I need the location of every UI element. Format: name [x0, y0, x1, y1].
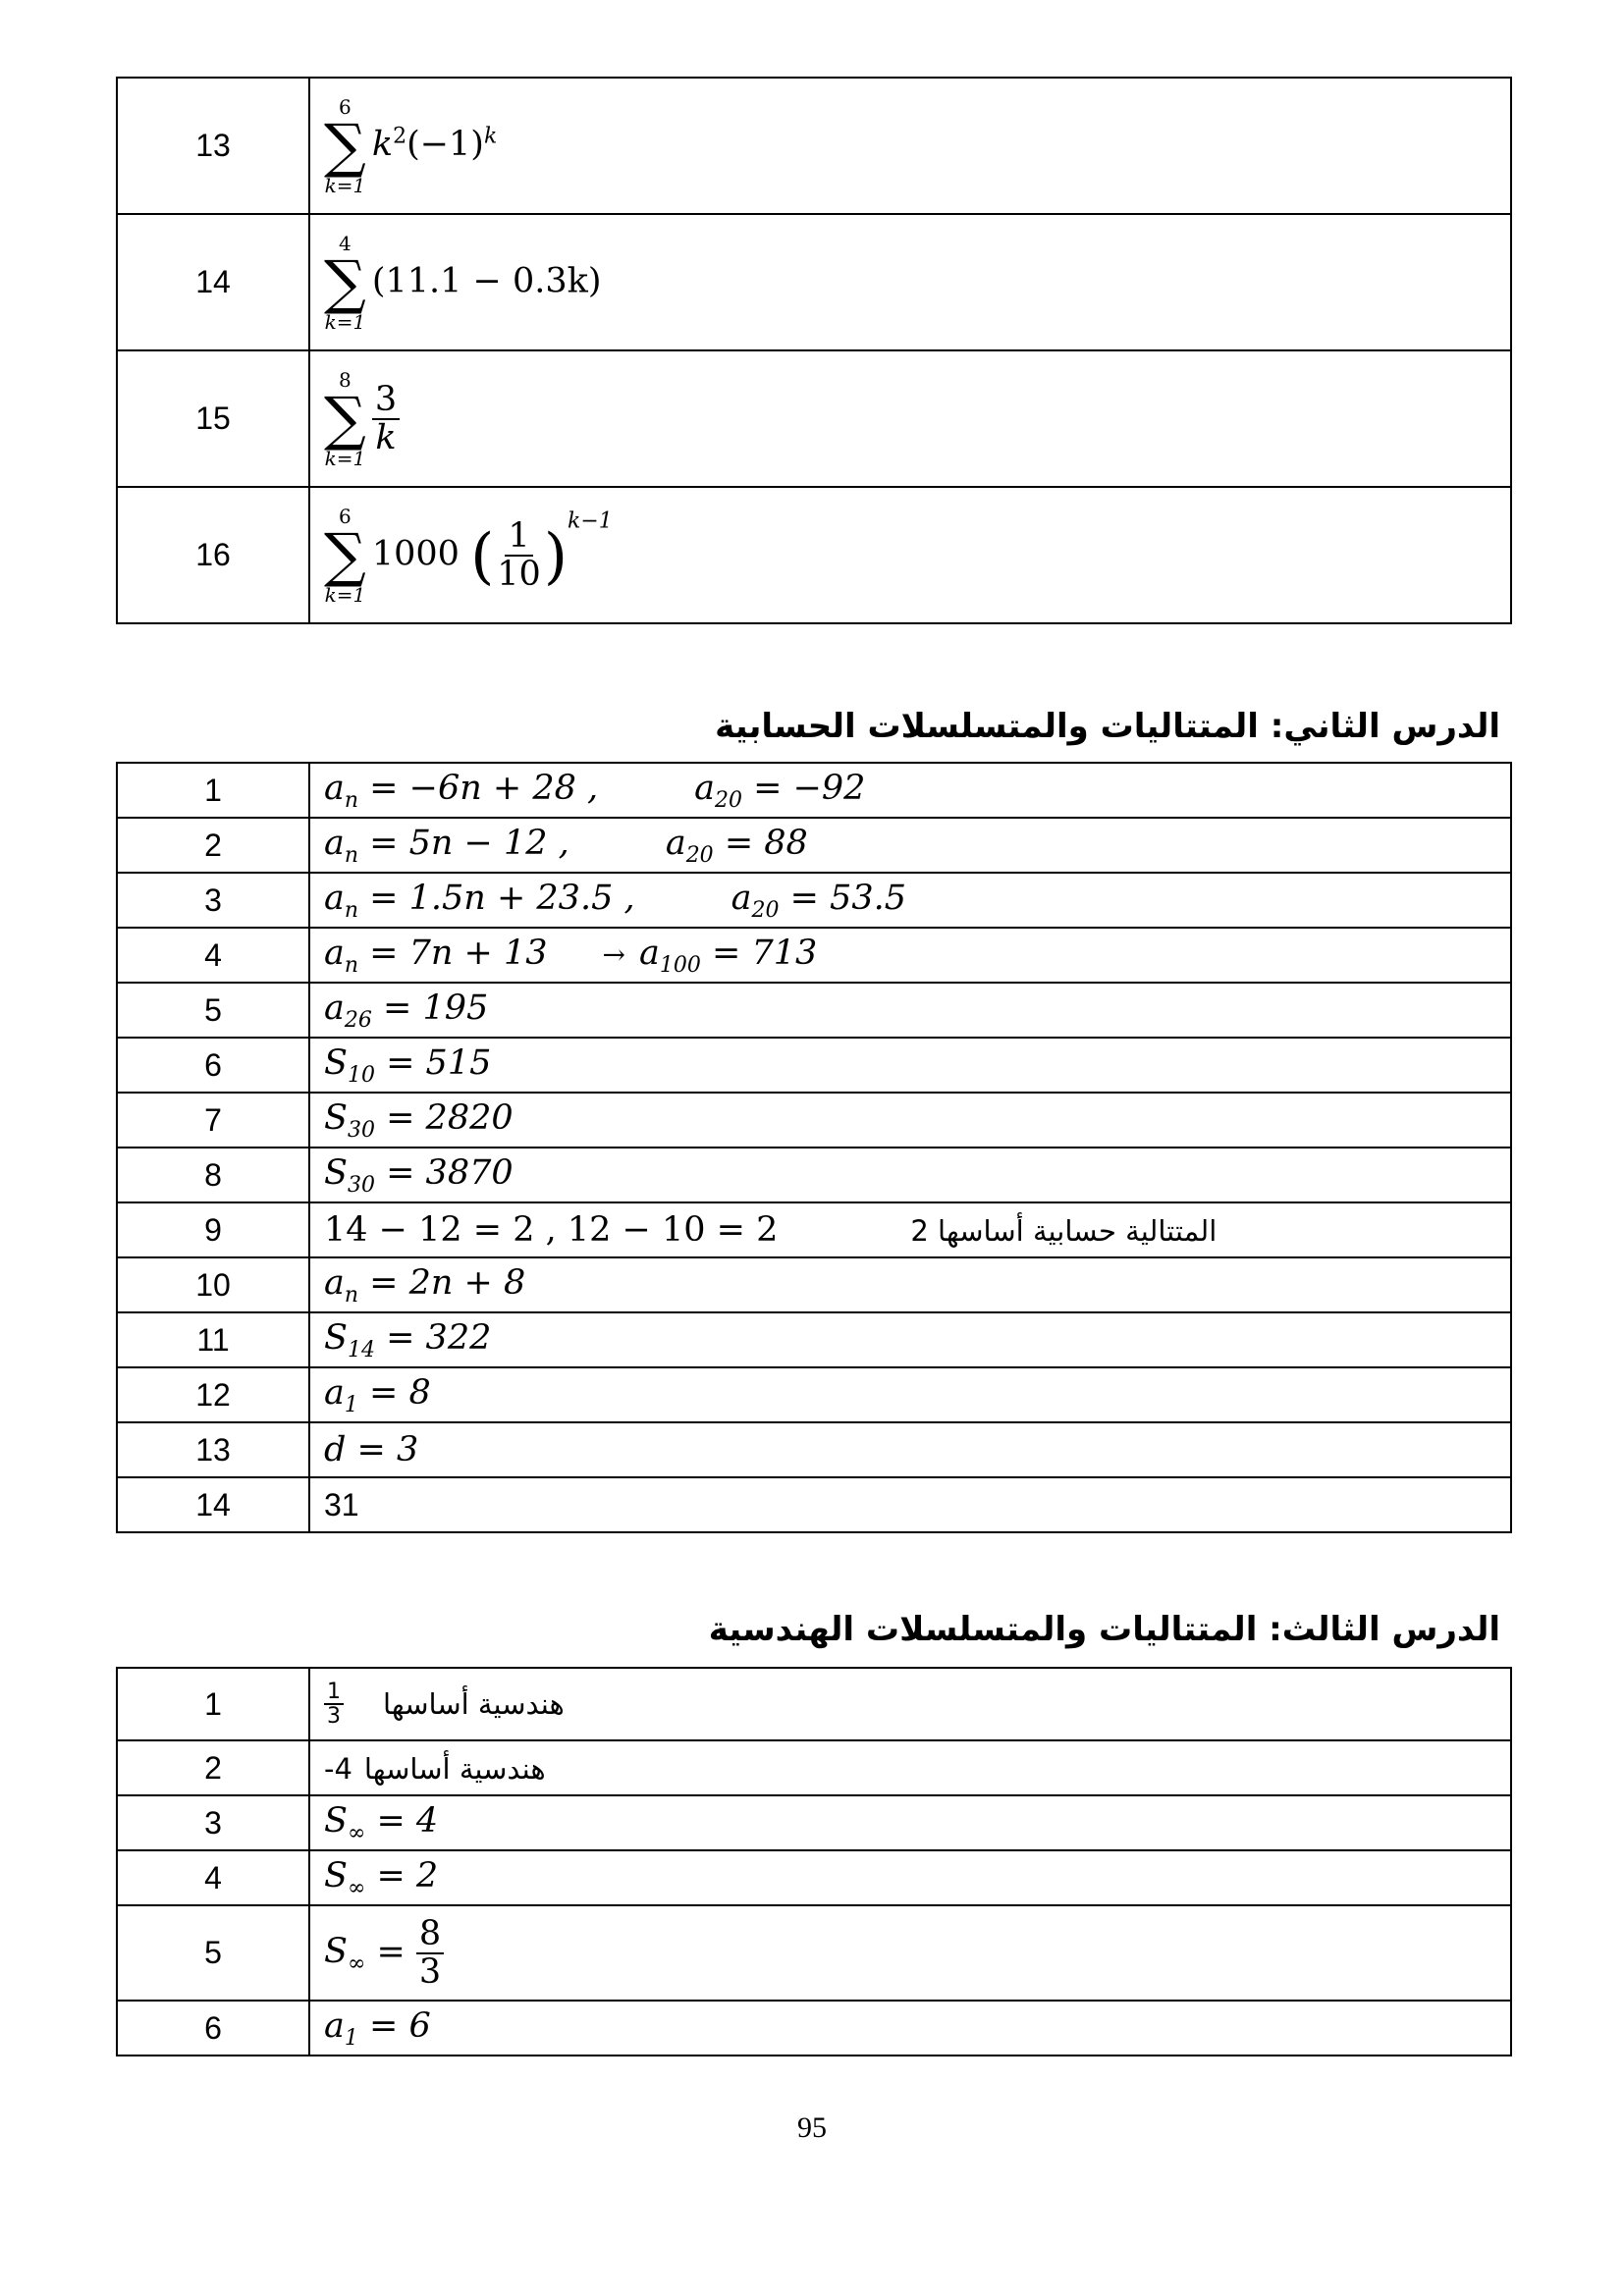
row-number: 15 — [117, 350, 309, 487]
answer-cell — [309, 1905, 1511, 2001]
summation — [324, 367, 366, 470]
row-number: 14 — [117, 1477, 309, 1532]
subscript: n — [344, 897, 359, 923]
table-row — [117, 2001, 1511, 2056]
sigma-symbol: ∑ — [324, 520, 366, 590]
symbol: S — [324, 1097, 348, 1138]
symbol: a — [665, 823, 686, 863]
expression-rest: = 713 — [700, 933, 818, 973]
expression-rest: = 2 — [365, 1855, 439, 1896]
equals: = — [365, 1932, 416, 1971]
symbol: a — [324, 1372, 345, 1413]
row-number: 2 — [117, 1740, 309, 1795]
symbol: S — [324, 1152, 348, 1193]
row-number: 1 — [117, 1668, 309, 1740]
answer-cell — [309, 873, 1511, 928]
sum-upper: 4 — [339, 231, 352, 255]
table-row — [117, 214, 1511, 350]
arithmetic-table — [116, 762, 1512, 1533]
fraction — [494, 515, 544, 594]
table-row — [117, 1202, 1511, 1257]
subscript: n — [344, 787, 359, 813]
answer-cell — [309, 1257, 1511, 1312]
sum-upper: 8 — [339, 367, 352, 392]
symbol: a — [324, 878, 345, 918]
coefficient: 1000 — [371, 534, 460, 573]
math-expression — [324, 1317, 492, 1362]
math-expression — [324, 1800, 439, 1845]
arabic-note: هندسية أساسها — [363, 1752, 546, 1786]
table-row — [117, 1257, 1511, 1312]
answer-cell — [309, 763, 1511, 818]
numerator: 1 — [505, 518, 532, 557]
fraction — [372, 379, 400, 457]
subscript: 10 — [347, 1062, 375, 1088]
subscript: ∞ — [347, 1820, 366, 1845]
table-row — [117, 1795, 1511, 1850]
subscript: 30 — [347, 1172, 375, 1198]
expression-rest: = 88 — [713, 823, 808, 863]
row-number: 8 — [117, 1148, 309, 1202]
expression-rest: = 53.5 — [779, 878, 906, 918]
math-expression — [324, 823, 569, 868]
row-number: 7 — [117, 1093, 309, 1148]
answer-cell — [309, 487, 1511, 623]
summation — [324, 231, 366, 334]
answer-cell — [309, 1367, 1511, 1422]
subscript: ∞ — [347, 1875, 366, 1900]
row-number: 9 — [117, 1202, 309, 1257]
subscript: n — [344, 842, 359, 868]
answer-cell — [309, 1202, 1511, 1257]
subscript: 26 — [344, 1007, 372, 1033]
table-row — [117, 1905, 1511, 2001]
answer-cell — [309, 1740, 1511, 1795]
sigma-symbol: ∑ — [324, 384, 366, 454]
math-expression — [731, 878, 906, 923]
symbol: a — [639, 933, 660, 973]
answer-cell — [309, 1668, 1511, 1740]
row-number: 1 — [117, 763, 309, 818]
table-row — [117, 928, 1511, 983]
sigma-symbol: ∑ — [324, 111, 366, 181]
denominator: 3 — [418, 1951, 442, 1992]
row-number: 13 — [117, 78, 309, 214]
lesson-3-heading: الدرس الثالث: المتتاليات والمتسلسلات الهندسية — [708, 1610, 1500, 1649]
math-expression — [324, 1042, 492, 1088]
sum-lower: k=1 — [324, 582, 366, 607]
math-expression — [324, 768, 599, 813]
table-row — [117, 487, 1511, 623]
symbol: a — [324, 2005, 345, 2046]
expression-rest: = 8 — [357, 1372, 431, 1413]
numerator: 8 — [416, 1916, 444, 1954]
math-expression — [324, 1932, 366, 1976]
fraction — [324, 1681, 344, 1728]
table-row — [117, 1477, 1511, 1532]
row-number: 12 — [117, 1367, 309, 1422]
numerator: 3 — [372, 382, 400, 420]
symbol: a — [731, 878, 752, 918]
sum-lower: k=1 — [324, 173, 366, 197]
arrow-icon: → — [602, 937, 626, 971]
subscript: ∞ — [347, 1951, 366, 1976]
math-expression — [694, 768, 866, 813]
table-row — [117, 1367, 1511, 1422]
expression-rest: = 3870 — [374, 1152, 514, 1193]
expression-rest: = 2n + 8 — [358, 1262, 526, 1303]
table-row — [117, 1422, 1511, 1477]
row-number: 5 — [117, 983, 309, 1038]
row-number: 16 — [117, 487, 309, 623]
symbol: S — [324, 1932, 348, 1971]
row-number: 2 — [117, 818, 309, 873]
summand: (11.1 − 0.3k) — [371, 261, 602, 300]
left-paren: ( — [470, 519, 495, 591]
row-number: 6 — [117, 1038, 309, 1093]
subscript: 30 — [347, 1117, 375, 1143]
math-expression — [324, 1372, 431, 1417]
denominator: 10 — [497, 554, 541, 594]
table-row — [117, 818, 1511, 873]
table-row — [117, 873, 1511, 928]
table-row — [117, 763, 1511, 818]
row-number: 13 — [117, 1422, 309, 1477]
row-number: 5 — [117, 1905, 309, 2001]
subscript: 20 — [685, 842, 714, 868]
sum-upper: 6 — [339, 504, 352, 528]
expression-rest: = 2820 — [374, 1097, 514, 1138]
denominator: 3 — [327, 1704, 341, 1729]
expression-rest: = 515 — [374, 1042, 492, 1083]
subscript: 1 — [344, 2025, 358, 2051]
answer-cell — [309, 1038, 1511, 1093]
subscript: 20 — [751, 897, 780, 923]
arabic-note: المتتالية حسابية أساسها 2 — [910, 1214, 1218, 1248]
math-expression — [324, 988, 489, 1033]
math-expression — [324, 1152, 514, 1198]
arabic-note: هندسية أساسها — [383, 1686, 565, 1721]
ratio-value: -4 — [324, 1752, 352, 1786]
row-number: 4 — [117, 928, 309, 983]
math-expression — [324, 1097, 514, 1143]
sum-upper: 6 — [339, 94, 352, 119]
symbol: a — [324, 768, 345, 808]
row-number: 4 — [117, 1850, 309, 1905]
answer-cell — [309, 928, 1511, 983]
expression-rest: = −92 — [742, 768, 866, 808]
table-row — [117, 1148, 1511, 1202]
row-number: 6 — [117, 2001, 309, 2056]
summation-table — [116, 77, 1512, 624]
math-expression — [324, 878, 635, 923]
table-row — [117, 1740, 1511, 1795]
answer-cell — [309, 818, 1511, 873]
denominator: k — [375, 417, 397, 457]
expression-rest: = 195 — [371, 988, 489, 1028]
math-expression — [639, 933, 818, 978]
summation — [324, 94, 366, 197]
math-expression — [324, 1262, 526, 1308]
expression-rest: = 5n − 12 , — [358, 823, 569, 863]
page-number: 95 — [797, 2111, 827, 2144]
expression-rest: = 4 — [365, 1800, 439, 1841]
expression-rest: = 322 — [374, 1317, 492, 1358]
symbol: a — [324, 933, 345, 973]
sum-lower: k=1 — [324, 446, 366, 470]
summation — [324, 504, 366, 607]
subscript: 100 — [659, 952, 701, 978]
table-row — [117, 1850, 1511, 1905]
answer-cell — [309, 78, 1511, 214]
table-row — [117, 1668, 1511, 1740]
table-row — [117, 1038, 1511, 1093]
subscript: n — [344, 952, 359, 978]
answer-cell — [309, 1850, 1511, 1905]
table-row — [117, 350, 1511, 487]
row-number: 3 — [117, 873, 309, 928]
sigma-symbol: ∑ — [324, 247, 366, 317]
answer-cell — [309, 1422, 1511, 1477]
row-number: 10 — [117, 1257, 309, 1312]
answer-cell — [309, 1093, 1511, 1148]
symbol: S — [324, 1855, 348, 1896]
subscript: 20 — [715, 787, 742, 813]
answer-value: 31 — [324, 1487, 359, 1522]
table-row — [117, 1093, 1511, 1148]
math-expression — [324, 1855, 439, 1900]
symbol: a — [324, 823, 345, 863]
symbol: S — [324, 1317, 348, 1358]
subscript: n — [344, 1282, 359, 1308]
fraction — [416, 1913, 444, 1992]
symbol: S — [324, 1800, 348, 1841]
difference-check: 14 − 12 = 2 , 12 − 10 = 2 — [324, 1210, 779, 1250]
answer-cell — [309, 2001, 1511, 2056]
math-expression — [324, 2005, 431, 2051]
expression-rest: = −6n + 28 , — [358, 768, 599, 808]
numerator: 1 — [324, 1681, 344, 1705]
sum-lower: k=1 — [324, 309, 366, 334]
right-paren: ) — [543, 519, 568, 591]
row-number: 14 — [117, 214, 309, 350]
subscript: 1 — [344, 1392, 358, 1417]
row-number: 3 — [117, 1795, 309, 1850]
table-row — [117, 1312, 1511, 1367]
exponent: k−1 — [568, 508, 613, 533]
math-expression: d = 3 — [324, 1430, 419, 1469]
math-expression — [665, 823, 808, 868]
answer-cell — [309, 983, 1511, 1038]
subscript: 14 — [347, 1337, 375, 1362]
symbol: a — [324, 1262, 345, 1303]
expression-rest: = 1.5n + 23.5 , — [358, 878, 635, 918]
answer-cell — [309, 350, 1511, 487]
lesson-2-heading: الدرس الثاني: المتتاليات والمتسلسلات الحسابية — [715, 707, 1500, 746]
symbol: S — [324, 1042, 348, 1083]
expression-rest: = 7n + 13 — [358, 933, 548, 973]
math-expression — [324, 933, 548, 978]
answer-cell — [309, 1312, 1511, 1367]
table-row — [117, 983, 1511, 1038]
symbol: a — [694, 768, 715, 808]
symbol: a — [324, 988, 345, 1028]
expression-rest: = 6 — [357, 2005, 431, 2046]
answer-cell — [309, 1795, 1511, 1850]
geometric-table — [116, 1667, 1512, 2056]
answer-cell — [309, 1477, 1511, 1532]
table-row — [117, 78, 1511, 214]
summand: $k^2(-1)^k$ — [371, 124, 498, 164]
row-number: 11 — [117, 1312, 309, 1367]
answer-cell — [309, 1148, 1511, 1202]
answer-cell — [309, 214, 1511, 350]
